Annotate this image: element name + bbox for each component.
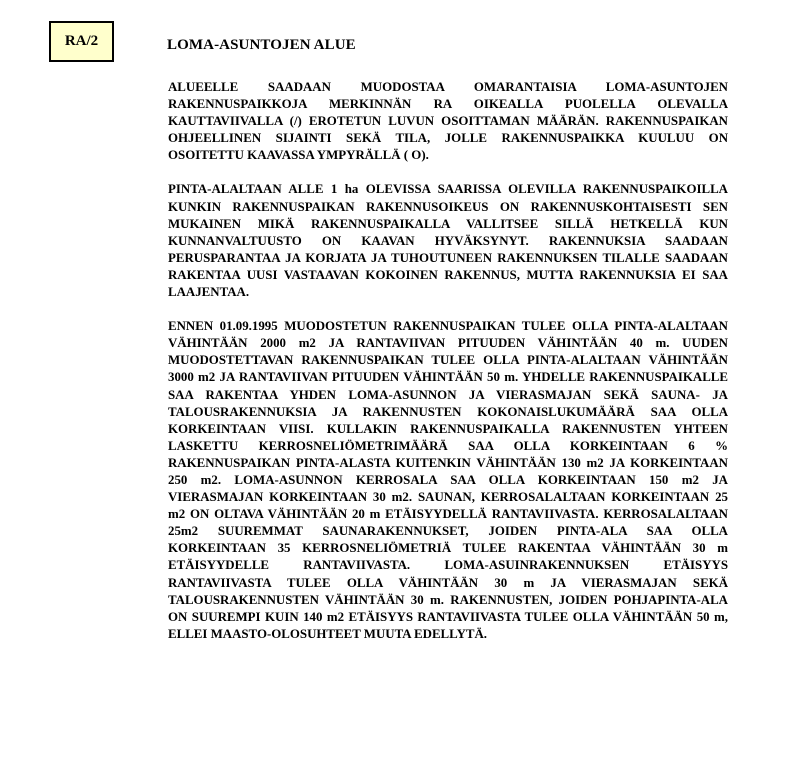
zone-code-box — [49, 21, 114, 62]
paragraph-building-sites: ALUEELLE SAADAAN MUODOSTAA OMARANTAISIA LOMA-ASUNTOJEN RAKENNUSPAIKKOJA MERKINNÄN RA OIKEALLA PUOLELLA OLEVALLA KAUTTAVIIVALLA (/) EROTETUN LUVUN OSOITTAMAN MÄÄRÄN. RAKENNUSPAIKAN OHJEELLINEN SIJAINTI SEKÄ TILA, JOLLE RAKENNUSPAIKKA KUULUU ON OSOITETTU KAAVASSA YMPYRÄLLÄ ( O). — [168, 80, 728, 163]
zone-code-label: RA/2 — [64, 33, 99, 49]
paragraph-small-islands: PINTA-ALALTAAN ALLE 1 ha OLEVISSA SAARISSA OLEVILLA RAKENNUSPAIKOILLA KUNKIN RAKENNUSPAIKAN RAKENNUSOIKEUS ON RAKENNUSKOHTAISESTI SEN MUKAINEN MIKÄ RAKENNUSPAIKALLA VALLITSEE SILLÄ HETKELLÄ KUN KUNNANVALTUUSTO ON KAAVAN HYVÄKSYNYT. RAKENNUKSIA SAADAAN PERUSPARANTAA JA KORJATA JA TUHOUTUNEEN RAKENNUKSEN TILALLE SAADAAN RAKENTAA UUSI VASTAAVAN KOKOINEN RAKENNUS, MUTTA RAKENNUKSIA EI SAA LAAJENTAA. — [168, 182, 728, 300]
zone-title: LOMA-ASUNTOJEN ALUE — [167, 37, 356, 53]
paragraph-building-requirements: ENNEN 01.09.1995 MUODOSTETUN RAKENNUSPAIKAN TULEE OLLA PINTA-ALALTAAN VÄHINTÄÄN 2000 m2 JA RANTAVIIVAN PITUUDEN VÄHINTÄÄN 40 m. UUDEN MUODOSTETTAVAN RAKENNUSPAIKAN TULEE OLLA PINTA-ALALTAAN VÄHINTÄÄN 3000 m2 JA RANTAVIIVAN PITUUDEN VÄHINTÄÄN 50 m. YHDELLE RAKENNUSPAIKALLE SAA RAKENTAA YHDEN LOMA-ASUNNON JA VIERASMAJAN SEKÄ SAUNA- JA TALOUSRAKENNUKSIA JA RAKENNUSTEN KOKONAISLUKUMÄÄRÄ SAA OLLA KORKEINTAAN VIISI. KULLAKIN RAKENNUSPAIKALLA RAKENNUSTEN YHTEEN LASKETTU KERROSNELIÖMETRIMÄÄRÄ SAA OLLA KORKEINTAAN 6 % RAKENNUSPAIKAN PINTA-ALASTA KUITENKIN VÄHINTÄÄN 130 m2 JA KORKEINTAAN 250 m2. LOMA-ASUNNON KERROSALA SAA OLLA KORKEINTAAN 150 m2 JA VIERASMAJAN KORKEINTAAN 30 m2. SAUNAN, KERROSALALTAAN KORKEINTAAN 25 m2 ON OLTAVA VÄHINTÄÄN 20 m ETÄISYYDELLÄ RANTAVIIVASTA. KERROSALALTAAN 25m2 SUUREMMAT SAUNARAKENNUKSET, JOIDEN PINTA-ALA SAA OLLA KORKEINTAAN 35 KERROSNELIÖMETRIÄ TULEE RAKENTAA VÄHINTÄÄN 30 m ETÄISYYDELLE RANTAVIIVASTA. LOMA-ASUINRAKENNUKSEN ETÄISYYS RANTAVIIVASTA TULEE OLLA VÄHINTÄÄN 30 m JA VIERASMAJAN SEKÄ TALOUSRAKENNUSTEN VÄHINTÄÄN 30 m. RAKENNUSTEN, JOIDEN POHJAPINTA-ALA ON SUUREMPI KUIN 140 m2 ETÄISYYS RANTAVIIVASTA TULEE OLLA VÄHINTÄÄN 50 m, ELLEI MAASTO-OLOSUHTEET MUUTA EDELLYTÄ. — [168, 319, 728, 641]
regulation-text — [168, 79, 728, 660]
